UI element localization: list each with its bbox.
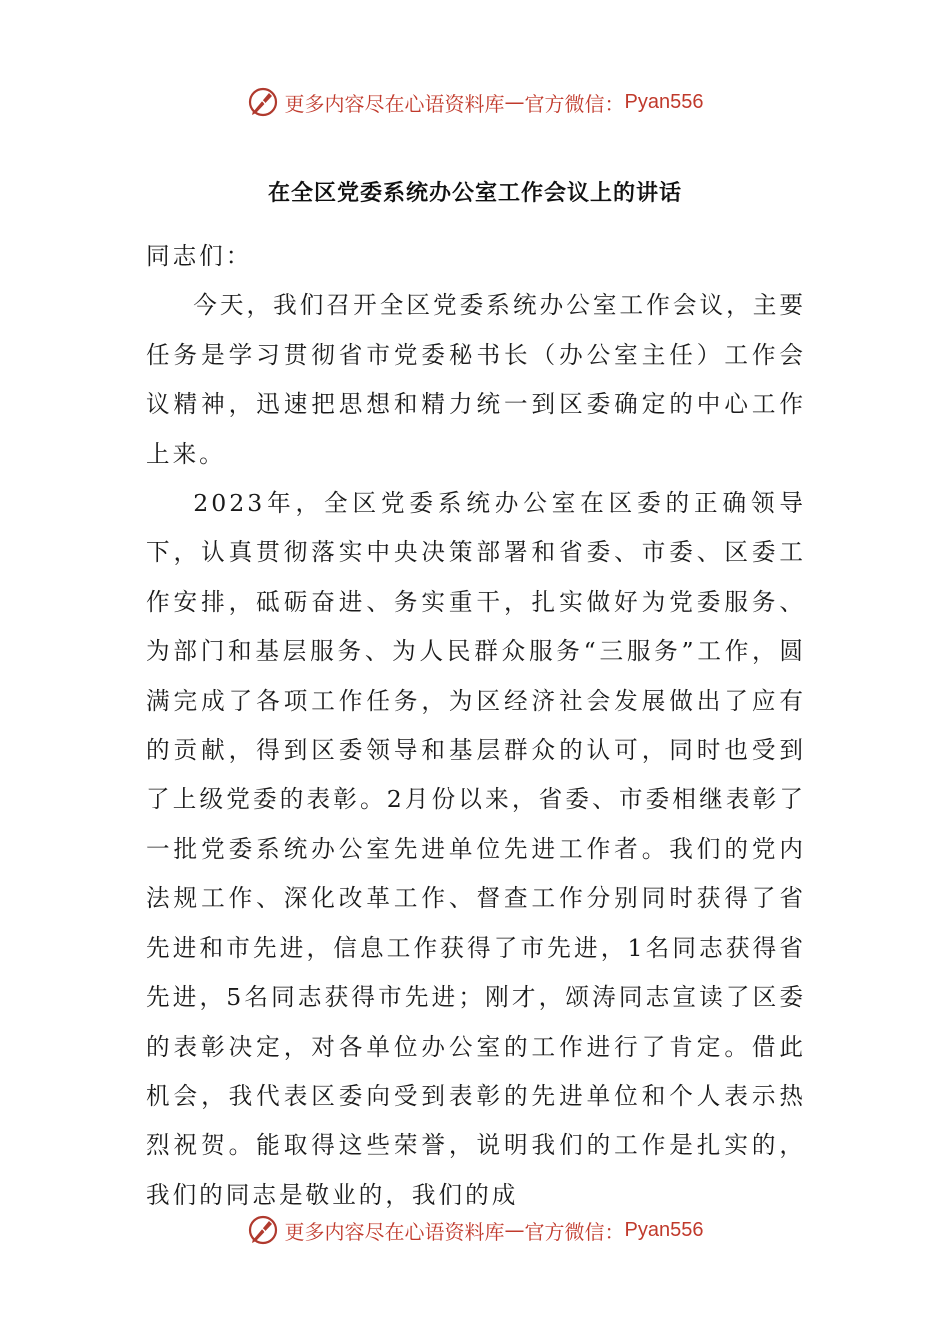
banner-separator: — <box>504 1218 525 1242</box>
document-body <box>146 232 806 1220</box>
paragraph: 2023年，全区党委系统办公室在区委的正确领导下，认真贯彻落实中央决策部署和省委、市委、区委工作安排，砥砺奋进、务实重干，扎实做好为党委服务、为部门和基层服务、为人民群众服务“三服务”工作，圆满完成了各项工作任务，为区经济社会发展做出了应有的贡献，得到区委领导和基层群众的认可，同时也受到了上级党委的表彰。2月份以来，省委、市委相继表彰了一批党委系统办公室先进单位先进工作者。我们的党内法规工作、深化改革工作、督查工作分别同时获得了省先进和市先进，信息工作获得了市先进，1名同志获得省先进，5名同志获得市先进；刚才，颂涛同志宣读了区委的表彰决定，对各单位办公室的工作进行了肯定。借此机会，我代表区委向受到表彰的先进单位和个人表示热烈祝贺。能取得这些荣誉，说明我们的工作是扎实的，我们的同志是敬业的，我们的成 <box>146 489 806 1209</box>
header-banner <box>0 82 950 122</box>
banner-wechat-handle: Pyan556 <box>624 90 704 113</box>
banner-wechat-label: 官方微信： <box>524 1219 625 1244</box>
footer-banner <box>0 1210 950 1250</box>
banner-text: 更多内容尽在心语资料库 <box>284 1219 505 1244</box>
banner-separator: — <box>504 90 525 114</box>
paragraph: 今天，我们召开全区党委系统办公室工作会议，主要任务是学习贯彻省市党委秘书长（办公室主任）工作会议精神，迅速把思想和精力统一到区委确定的中心工作上来。 <box>146 291 806 468</box>
quill-pen-logo-icon <box>247 86 279 118</box>
quill-pen-logo-icon <box>247 1214 279 1246</box>
banner-text: 更多内容尽在心语资料库 <box>284 91 505 116</box>
banner-wechat-handle: Pyan556 <box>624 1218 704 1241</box>
salutation: 同志们： <box>146 242 253 270</box>
document-title: 在全区党委系统办公室工作会议上的讲话 <box>267 181 682 206</box>
banner-wechat-label: 官方微信： <box>524 91 625 116</box>
